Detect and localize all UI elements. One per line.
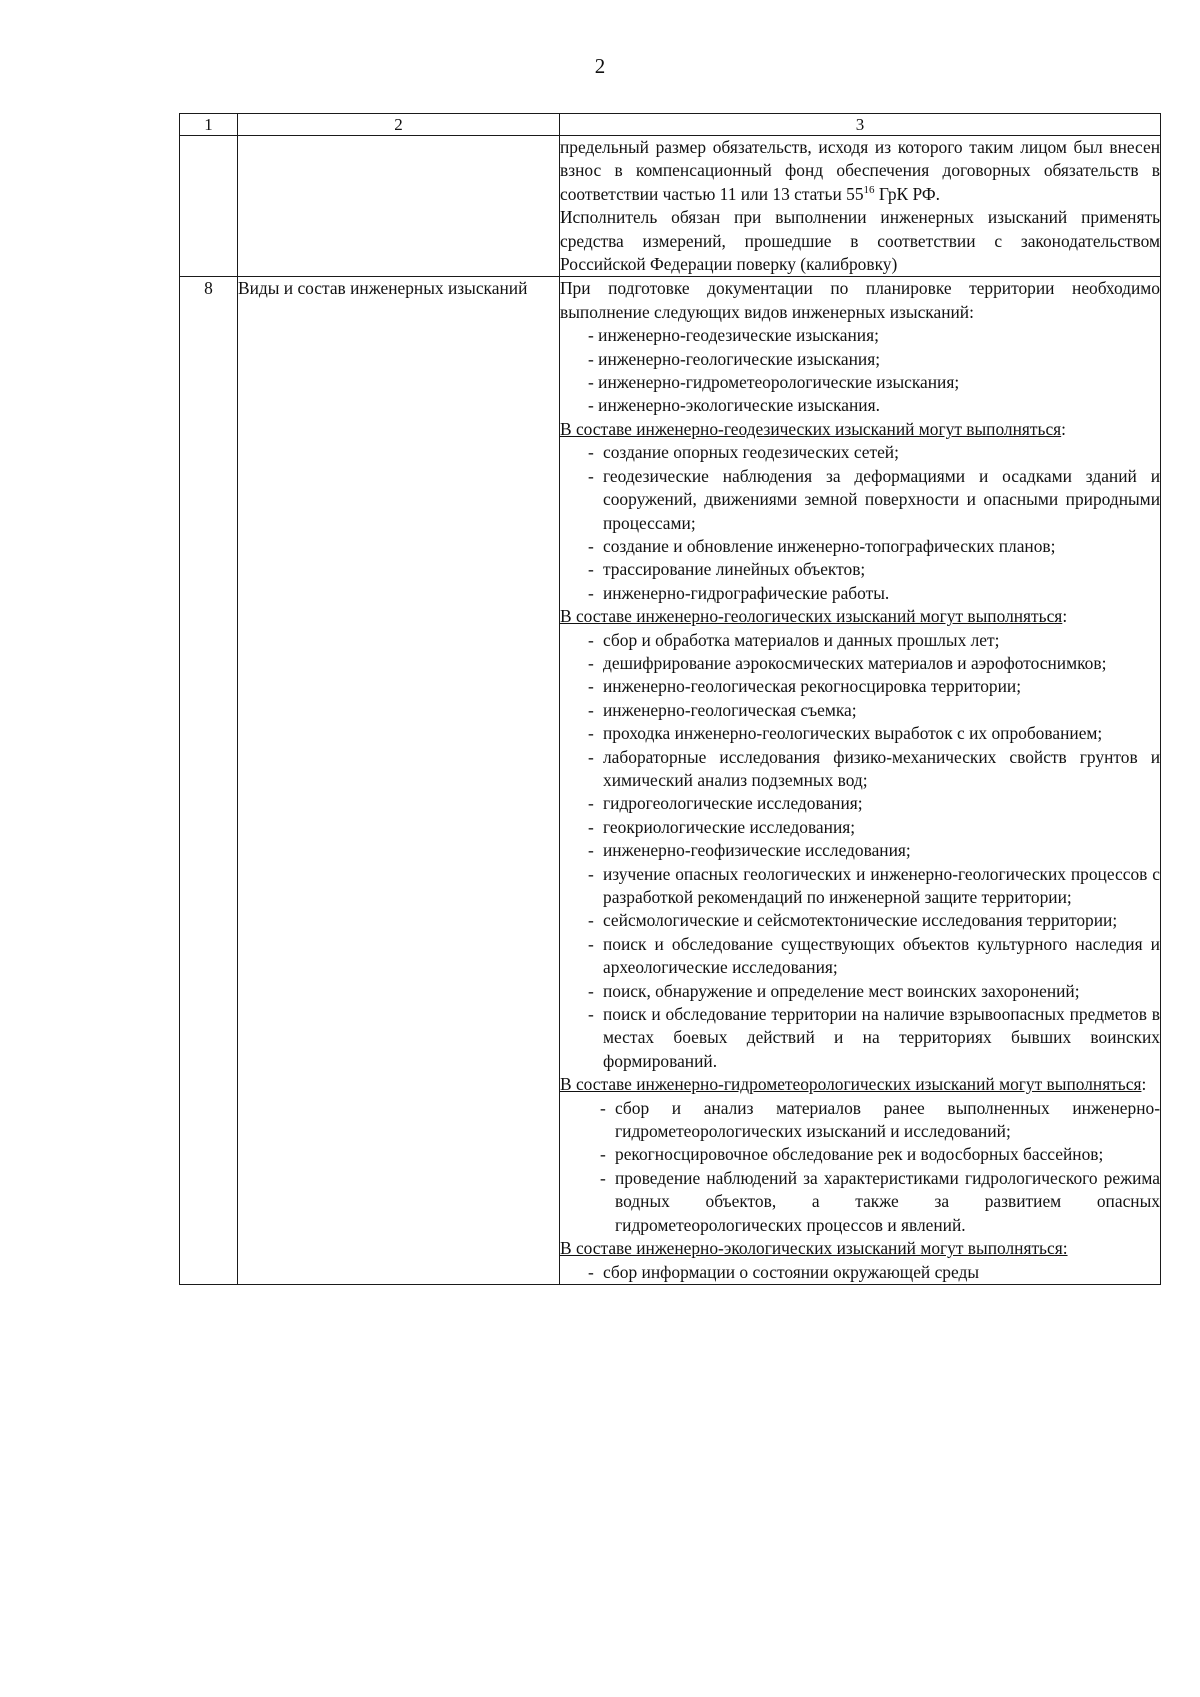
list-item: - дешифрирование аэрокосмических материалов и аэрофотоснимков; — [588, 652, 1107, 673]
geodetic-list — [560, 441, 1160, 605]
geological-list — [560, 629, 1160, 1074]
list-item: - сбор информации о состоянии окружающей среды — [588, 1261, 980, 1282]
list-item: - инженерно-геофизические исследования; — [588, 840, 911, 861]
list-item: - трассирование линейных объектов; — [588, 559, 866, 580]
ecological-heading: В составе инженерно-экологических изысканий могут выполняться: — [560, 1238, 1068, 1259]
list-item: - инженерно-гидрометеорологические изыскания; — [588, 372, 960, 393]
measuring-instruments-paragraph: Исполнитель обязан при выполнении инженерных изысканий применять средства измерений, прошедшие в соответствии с законодательством Российской Федерации поверку (калибровку) — [560, 207, 1160, 275]
table-header-row — [180, 114, 1161, 136]
survey-types-list — [560, 324, 1160, 418]
geological-heading: В составе инженерно-геологических изысканий могут выполняться: — [560, 606, 1068, 627]
row-name: Виды и состав инженерных изысканий — [238, 277, 560, 1284]
header-col-3: 3 — [560, 114, 1161, 136]
header-col-2: 2 — [238, 114, 560, 136]
list-item: - создание опорных геодезических сетей; — [588, 442, 899, 463]
requirements-table — [179, 113, 1161, 1285]
list-item: - геокриологические исследования; — [588, 816, 856, 837]
list-item: - сбор и обработка материалов и данных прошлых лет; — [588, 629, 1000, 650]
list-item: - инженерно-геологическая рекогносцировка территории; — [588, 676, 1022, 697]
hydromet-list — [560, 1097, 1160, 1237]
list-item: - инженерно-геологическая съемка; — [588, 699, 857, 720]
geodetic-heading: В составе инженерно-геодезических изысканий могут выполняться: — [560, 418, 1067, 439]
list-item: - проходка инженерно-геологических выработок с их опробованием; — [588, 723, 1103, 744]
list-item: - изучение опасных геологических и инженерно-геологических процессов с разработкой рекомендаций по инженерной защите территории; — [588, 863, 1160, 907]
list-item: - поиск и обследование территории на наличие взрывоопасных предметов в местах боевых действий и на территориях бывших воинских формирований. — [588, 1004, 1160, 1071]
list-item: - инженерно-экологические изыскания. — [588, 395, 880, 416]
compensation-fund-paragraph: предельный размер обязательств, исходя из которого таким лицом был внесен взнос в компенсационный фонд обеспечения договорных обязательств в соответствии частью 11 или 13 статьи $55^{16}$ ГрК РФ. — [560, 137, 1160, 204]
intro-paragraph: При подготовке документации по планировке территории необходимо выполнение следующих видов инженерных изысканий: — [560, 278, 1160, 322]
ecological-list — [560, 1261, 1160, 1284]
hydromet-heading: В составе инженерно-гидрометеорологических изысканий могут выполняться: — [560, 1074, 1147, 1095]
list-item: - инженерно-геологические изыскания; — [588, 348, 881, 369]
list-item: - поиск и обследование существующих объектов культурного наследия и археологические исследования; — [588, 933, 1160, 978]
table-row-8 — [180, 277, 1161, 1284]
table-row-continuation — [180, 136, 1161, 277]
list-item: - сейсмологические и сейсмотектонические исследования территории; — [588, 910, 1118, 931]
header-col-1: 1 — [180, 114, 238, 136]
page-number: 2 — [594, 54, 606, 78]
list-item: - проведение наблюдений за характеристиками гидрологического режима водных объектов, а также за развитием опасных гидрометеорологических процессов и явлений. — [600, 1167, 1160, 1235]
list-item: - поиск, обнаружение и определение мест воинских захоронений; — [588, 980, 1080, 1001]
list-item: - геодезические наблюдения за деформациями и осадками зданий и сооружений, движениями земной поверхности и опасными природными процессами; — [588, 465, 1160, 533]
list-item: - инженерно-гидрографические работы. — [588, 582, 890, 603]
list-item: - рекогносцировочное обследование рек и водосборных бассейнов; — [600, 1144, 1104, 1165]
row-content — [560, 277, 1161, 1284]
row-number: 8 — [180, 277, 238, 1284]
list-item: - инженерно-геодезические изыскания; — [588, 325, 879, 346]
list-item: - лабораторные исследования физико-механических свойств грунтов и химический анализ подземных вод; — [588, 746, 1160, 790]
list-item: - сбор и анализ материалов ранее выполненных инженерно-гидрометеорологических изысканий и исследований; — [600, 1097, 1160, 1142]
continuation-name-cell — [238, 136, 560, 277]
continuation-number-cell — [180, 136, 238, 277]
list-item: - создание и обновление инженерно-топографических планов; — [588, 535, 1056, 556]
list-item: - гидрогеологические исследования; — [588, 793, 863, 814]
continuation-content-cell — [560, 136, 1161, 277]
